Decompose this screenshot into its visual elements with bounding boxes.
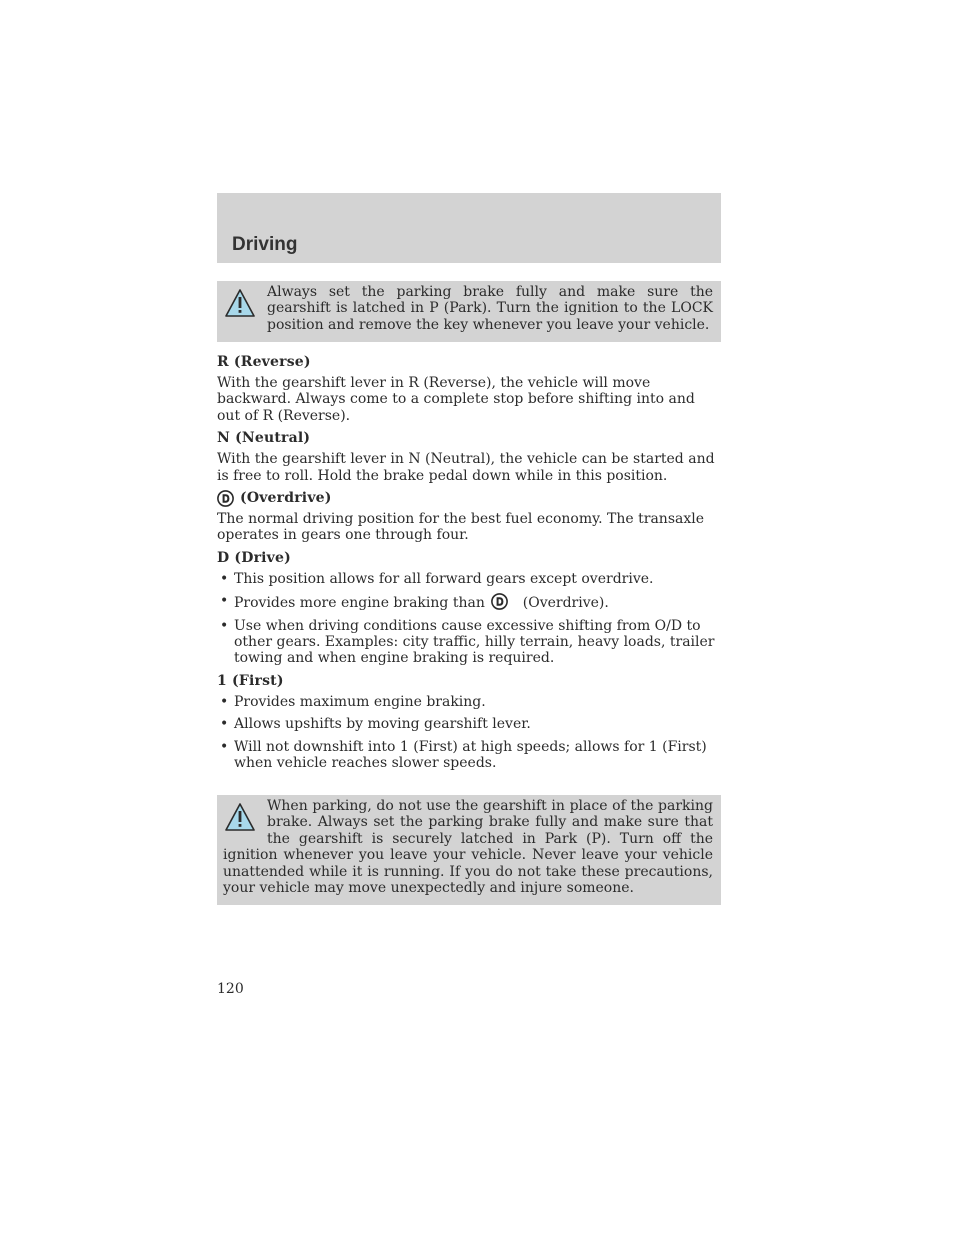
section-drive — [217, 550, 715, 667]
page-number: 120 — [217, 981, 244, 997]
list-item — [217, 593, 715, 611]
section-overdrive — [217, 490, 715, 544]
list-item: • Provides maximum engine braking. — [217, 694, 715, 710]
warning-text: Always set the parking brake fully and make sure the gearshift is latched in P (Park). Turn the ignition to the LOCK position and remove the key whenever you leave your vehicle. — [267, 284, 713, 333]
section-header-band — [217, 193, 721, 263]
warning-box-parking — [217, 281, 721, 342]
warning-triangle-icon — [224, 288, 256, 318]
heading-overdrive — [217, 490, 715, 507]
bullet-text-before: Provides more engine braking than — [234, 595, 485, 612]
heading-drive: D (Drive) — [217, 549, 291, 566]
list-item: • Use when driving conditions cause excessive shifting from O/D to other gears. Examples: city traffic, hilly terrain, heavy loads, trailer towing and when engine braking is required. — [217, 618, 715, 667]
section-first — [217, 673, 715, 772]
section-neutral — [217, 430, 715, 484]
heading-reverse: R (Reverse) — [217, 354, 311, 370]
overdrive-d-icon — [217, 490, 234, 507]
bullet-text-after: (Overdrive). — [522, 595, 609, 612]
body-overdrive: The normal driving position for the best fuel economy. The transaxle operates in gears one through four. — [217, 511, 705, 544]
warning-box-unattended — [217, 795, 721, 905]
heading-overdrive-label: (Overdrive) — [240, 490, 332, 507]
heading-first: 1 (First) — [217, 672, 284, 689]
body-reverse: With the gearshift lever in R (Reverse), the vehicle will move backward. Always come to a complete stop before shifting into and out of R (Reverse). — [217, 375, 695, 424]
main-content — [217, 354, 715, 778]
warning-text: When parking, do not use the gearshift in place of the parking brake. Always set the parking brake fully and make sure that the gearshift is securely latched in Park (P). Turn off the ignition whenever you leave your vehicle. Never leave your vehicle unattended while it is running. If you do not take these precautions, your vehicle may move unexpectedly and injure someone. — [223, 798, 713, 897]
list-item: • This position allows for all forward gears except overdrive. — [217, 571, 715, 587]
list-item: • Allows upshifts by moving gearshift lever. — [217, 716, 715, 732]
section-reverse — [217, 354, 715, 424]
first-bullet-list — [217, 694, 715, 772]
warning-triangle-icon — [224, 802, 256, 832]
body-neutral: With the gearshift lever in N (Neutral), the vehicle can be started and is free to roll. Hold the brake pedal down while in this position. — [217, 451, 715, 484]
list-item: • Will not downshift into 1 (First) at high speeds; allows for 1 (First) when vehicle reaches slower speeds. — [217, 739, 715, 772]
drive-bullet-list — [217, 571, 715, 667]
heading-neutral: N (Neutral) — [217, 430, 311, 447]
overdrive-d-icon — [491, 593, 508, 610]
section-title: Driving — [232, 234, 298, 255]
